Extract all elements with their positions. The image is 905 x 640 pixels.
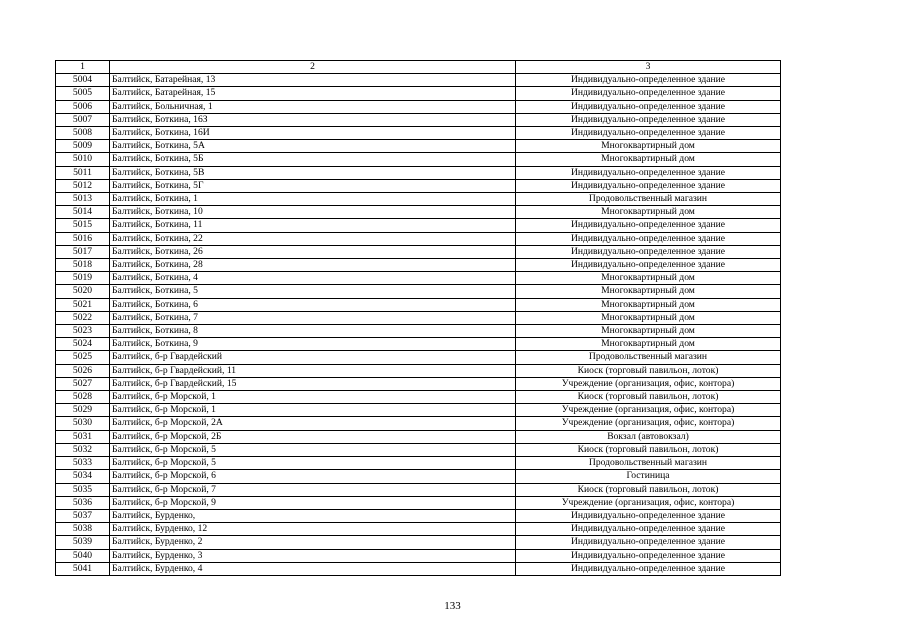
- cell-object-type: Многоквартирный дом: [516, 338, 781, 351]
- cell-address: Балтийск, б-р Гвардейский, 11: [110, 364, 516, 377]
- table-row: [56, 443, 781, 456]
- table-row: [56, 364, 781, 377]
- page-number: 133: [444, 600, 461, 612]
- cell-number: 5010: [56, 153, 110, 166]
- cell-address: Балтийск, б-р Морской, 5: [110, 457, 516, 470]
- table-row: [56, 245, 781, 258]
- column-header-number: 1: [56, 61, 110, 74]
- cell-address: Балтийск, Бурденко, 12: [110, 523, 516, 536]
- cell-address: Балтийск, б-р Морской, 6: [110, 470, 516, 483]
- table-row: [56, 219, 781, 232]
- cell-number: 5020: [56, 285, 110, 298]
- cell-address: Балтийск, б-р Морской, 2Б: [110, 430, 516, 443]
- cell-address: Балтийск, б-р Морской, 9: [110, 496, 516, 509]
- cell-object-type: Многоквартирный дом: [516, 272, 781, 285]
- cell-object-type: Индивидуально-определенное здание: [516, 245, 781, 258]
- cell-object-type: Гостиница: [516, 470, 781, 483]
- cell-object-type: Индивидуально-определенное здание: [516, 127, 781, 140]
- cell-number: 5038: [56, 523, 110, 536]
- cell-address: Балтийск, Боткина, 5В: [110, 166, 516, 179]
- cell-number: 5039: [56, 536, 110, 549]
- cell-address: Балтийск, Боткина, 5Б: [110, 153, 516, 166]
- table-row: [56, 100, 781, 113]
- table-row: [56, 153, 781, 166]
- table-row: [56, 127, 781, 140]
- cell-number: 5025: [56, 351, 110, 364]
- cell-object-type: Многоквартирный дом: [516, 298, 781, 311]
- cell-object-type: Учреждение (организация, офис, контора): [516, 404, 781, 417]
- cell-number: 5004: [56, 74, 110, 87]
- cell-number: 5026: [56, 364, 110, 377]
- cell-number: 5029: [56, 404, 110, 417]
- cell-address: Балтийск, Боткина, 5: [110, 285, 516, 298]
- cell-object-type: Индивидуально-определенное здание: [516, 232, 781, 245]
- cell-object-type: Индивидуально-определенное здание: [516, 536, 781, 549]
- cell-number: 5012: [56, 179, 110, 192]
- cell-address: Балтийск, Боткина, 1: [110, 193, 516, 206]
- cell-object-type: Киоск (торговый павильон, лоток): [516, 483, 781, 496]
- cell-number: 5034: [56, 470, 110, 483]
- table-row: [56, 285, 781, 298]
- cell-address: Балтийск, Боткина, 8: [110, 325, 516, 338]
- cell-address: Балтийск, Боткина, 6: [110, 298, 516, 311]
- cell-object-type: Продовольственный магазин: [516, 351, 781, 364]
- cell-object-type: Многоквартирный дом: [516, 311, 781, 324]
- table-row: [56, 113, 781, 126]
- cell-number: 5014: [56, 206, 110, 219]
- cell-number: 5016: [56, 232, 110, 245]
- cell-object-type: Индивидуально-определенное здание: [516, 166, 781, 179]
- cell-number: 5017: [56, 245, 110, 258]
- cell-object-type: Многоквартирный дом: [516, 140, 781, 153]
- cell-object-type: Индивидуально-определенное здание: [516, 562, 781, 575]
- cell-address: Балтийск, б-р Морской, 1: [110, 391, 516, 404]
- cell-number: 5033: [56, 457, 110, 470]
- table-row: [56, 87, 781, 100]
- table-row: [56, 496, 781, 509]
- table-row: [56, 457, 781, 470]
- table-row: [56, 140, 781, 153]
- cell-address: Балтийск, Бурденко, 4: [110, 562, 516, 575]
- cell-address: Балтийск, б-р Морской, 1: [110, 404, 516, 417]
- table-row: [56, 338, 781, 351]
- cell-number: 5032: [56, 443, 110, 456]
- cell-number: 5036: [56, 496, 110, 509]
- cell-object-type: Индивидуально-определенное здание: [516, 100, 781, 113]
- cell-number: 5040: [56, 549, 110, 562]
- cell-address: Балтийск, б-р Морской, 7: [110, 483, 516, 496]
- cell-number: 5030: [56, 417, 110, 430]
- cell-number: 5019: [56, 272, 110, 285]
- table-row: [56, 232, 781, 245]
- cell-number: 5006: [56, 100, 110, 113]
- cell-address: Балтийск, Боткина, 16З: [110, 113, 516, 126]
- cell-address: Балтийск, Боткина, 9: [110, 338, 516, 351]
- cell-address: Балтийск, Бурденко,: [110, 509, 516, 522]
- cell-address: Балтийск, б-р Гвардейский, 15: [110, 377, 516, 390]
- cell-address: Балтийск, Боткина, 28: [110, 259, 516, 272]
- cell-object-type: Индивидуально-определенное здание: [516, 259, 781, 272]
- cell-address: Балтийск, Боткина, 4: [110, 272, 516, 285]
- cell-object-type: Учреждение (организация, офис, контора): [516, 496, 781, 509]
- cell-number: 5018: [56, 259, 110, 272]
- cell-number: 5007: [56, 113, 110, 126]
- cell-number: 5005: [56, 87, 110, 100]
- cell-number: 5015: [56, 219, 110, 232]
- cell-address: Балтийск, Бурденко, 3: [110, 549, 516, 562]
- cell-number: 5021: [56, 298, 110, 311]
- cell-number: 5028: [56, 391, 110, 404]
- table-row: [56, 325, 781, 338]
- table-row: [56, 193, 781, 206]
- table-row: [56, 430, 781, 443]
- cell-address: Балтийск, Боткина, 7: [110, 311, 516, 324]
- cell-address: Балтийск, Бурденко, 2: [110, 536, 516, 549]
- table-row: [56, 272, 781, 285]
- cell-object-type: Учреждение (организация, офис, контора): [516, 377, 781, 390]
- table-row: [56, 523, 781, 536]
- cell-object-type: Киоск (торговый павильон, лоток): [516, 364, 781, 377]
- cell-address: Балтийск, б-р Морской, 2А: [110, 417, 516, 430]
- cell-number: 5011: [56, 166, 110, 179]
- cell-address: Балтийск, Больничная, 1: [110, 100, 516, 113]
- table-row: [56, 549, 781, 562]
- table-row: [56, 483, 781, 496]
- table-row: [56, 298, 781, 311]
- table-row: [56, 391, 781, 404]
- cell-number: 5008: [56, 127, 110, 140]
- cell-object-type: Учреждение (организация, офис, контора): [516, 417, 781, 430]
- cell-address: Балтийск, Боткина, 5Г: [110, 179, 516, 192]
- cell-number: 5022: [56, 311, 110, 324]
- cell-object-type: Индивидуально-определенное здание: [516, 74, 781, 87]
- cell-number: 5041: [56, 562, 110, 575]
- cell-address: Балтийск, Батарейная, 15: [110, 87, 516, 100]
- cell-number: 5035: [56, 483, 110, 496]
- table-row: [56, 311, 781, 324]
- table-row: [56, 351, 781, 364]
- cell-object-type: Киоск (торговый павильон, лоток): [516, 391, 781, 404]
- cell-address: Балтийск, Боткина, 16И: [110, 127, 516, 140]
- cell-object-type: Продовольственный магазин: [516, 193, 781, 206]
- cell-object-type: Индивидуально-определенное здание: [516, 113, 781, 126]
- cell-number: 5009: [56, 140, 110, 153]
- cell-address: Балтийск, б-р Морской, 5: [110, 443, 516, 456]
- cell-object-type: Индивидуально-определенное здание: [516, 87, 781, 100]
- table-row: [56, 470, 781, 483]
- table-row: [56, 377, 781, 390]
- cell-object-type: Индивидуально-определенное здание: [516, 509, 781, 522]
- cell-number: 5027: [56, 377, 110, 390]
- cell-address: Балтийск, Боткина, 22: [110, 232, 516, 245]
- cell-object-type: Многоквартирный дом: [516, 153, 781, 166]
- table-row: [56, 417, 781, 430]
- table-row: [56, 206, 781, 219]
- cell-object-type: Индивидуально-определенное здание: [516, 549, 781, 562]
- cell-number: 5037: [56, 509, 110, 522]
- cell-address: Балтийск, Боткина, 26: [110, 245, 516, 258]
- table-row: [56, 404, 781, 417]
- table-header-row: [56, 61, 781, 74]
- cell-object-type: Многоквартирный дом: [516, 285, 781, 298]
- cell-object-type: Киоск (торговый павильон, лоток): [516, 443, 781, 456]
- cell-number: 5031: [56, 430, 110, 443]
- cell-address: Балтийск, Боткина, 11: [110, 219, 516, 232]
- cell-number: 5024: [56, 338, 110, 351]
- cell-object-type: Продовольственный магазин: [516, 457, 781, 470]
- cell-object-type: Индивидуально-определенное здание: [516, 219, 781, 232]
- property-register-table: [55, 60, 781, 576]
- cell-number: 5013: [56, 193, 110, 206]
- table-row: [56, 259, 781, 272]
- table-row: [56, 166, 781, 179]
- table-row: [56, 509, 781, 522]
- cell-address: Балтийск, Боткина, 10: [110, 206, 516, 219]
- table-row: [56, 179, 781, 192]
- cell-object-type: Вокзал (автовокзал): [516, 430, 781, 443]
- table-row: [56, 74, 781, 87]
- cell-address: Балтийск, б-р Гвардейский: [110, 351, 516, 364]
- cell-address: Балтийск, Боткина, 5А: [110, 140, 516, 153]
- table-body: [56, 74, 781, 576]
- column-header-object-type: 3: [516, 61, 781, 74]
- cell-object-type: Индивидуально-определенное здание: [516, 523, 781, 536]
- cell-object-type: Индивидуально-определенное здание: [516, 179, 781, 192]
- column-header-address: 2: [110, 61, 516, 74]
- cell-object-type: Многоквартирный дом: [516, 206, 781, 219]
- cell-number: 5023: [56, 325, 110, 338]
- cell-address: Балтийск, Батарейная, 13: [110, 74, 516, 87]
- table-row: [56, 562, 781, 575]
- table-row: [56, 536, 781, 549]
- cell-object-type: Многоквартирный дом: [516, 325, 781, 338]
